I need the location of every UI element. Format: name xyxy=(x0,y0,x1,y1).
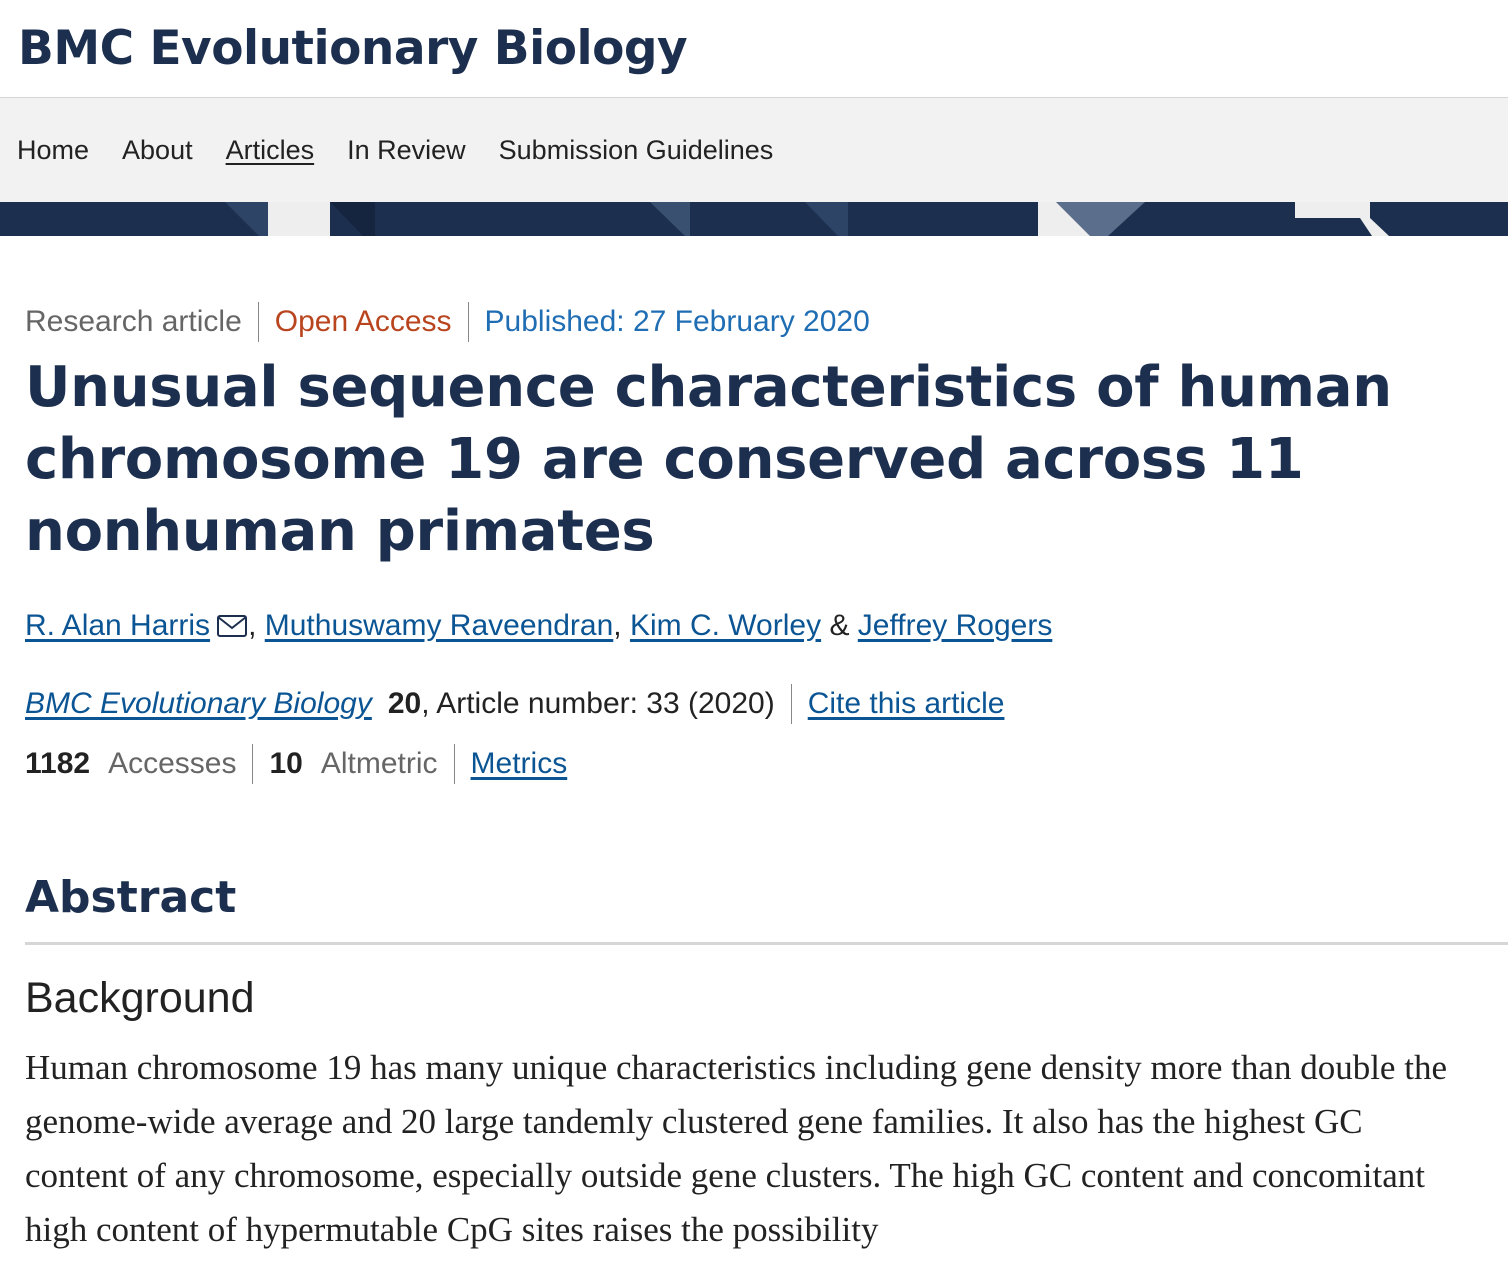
author-separator: , xyxy=(248,609,257,642)
author-link-worley[interactable]: Kim C. Worley xyxy=(629,609,822,642)
decorative-banner xyxy=(0,202,1508,236)
divider xyxy=(252,744,253,784)
citation-volume: 20 xyxy=(387,687,422,720)
nav-item-articles[interactable]: Articles xyxy=(225,134,315,165)
author-link-rogers[interactable]: Jeffrey Rogers xyxy=(857,609,1053,642)
main-nav xyxy=(0,98,1508,202)
author-separator-and: & xyxy=(829,609,850,642)
divider xyxy=(454,744,455,784)
article-title: Unusual sequence characteristics of human chromosome 19 are conserved across 11 nonhuman primates xyxy=(25,355,1392,564)
author-list xyxy=(25,606,1508,646)
citation-article-number: , Article number: 33 (2020) xyxy=(421,687,775,720)
journal-header xyxy=(0,0,1508,98)
altmetric-count: 10 xyxy=(269,747,303,780)
background-paragraph: Human chromosome 19 has many unique characteristics including gene density more than double the genome-wide average and 20 large tandemly clustered gene families. It also has the highest GC content of any chromosome, especially outside gene clusters. The high GC content and concomitant high content of hypermutable CpG sites raises the possibility xyxy=(25,1048,1447,1249)
author-separator: , xyxy=(613,609,622,642)
journal-title-link[interactable]: BMC Evolutionary Biology xyxy=(18,21,688,76)
altmetric-label: Altmetric xyxy=(320,747,438,780)
divider xyxy=(258,302,259,342)
author-link-raveendran[interactable]: Muthuswamy Raveendran xyxy=(264,609,614,642)
citation-info xyxy=(25,684,1508,724)
published-date: Published: 27 February 2020 xyxy=(484,305,870,338)
metrics-info xyxy=(25,744,1508,784)
divider xyxy=(468,302,469,342)
abstract-heading: Abstract xyxy=(25,872,237,923)
nav-item-submission-guidelines[interactable]: Submission Guidelines xyxy=(498,134,774,165)
accesses-count: 1182 xyxy=(25,747,91,780)
mail-icon[interactable] xyxy=(216,612,248,640)
metrics-link[interactable]: Metrics xyxy=(470,747,568,780)
nav-item-home[interactable]: Home xyxy=(17,134,90,165)
abstract-divider xyxy=(25,942,1508,945)
citation-journal-link[interactable]: BMC Evolutionary Biology xyxy=(25,687,372,720)
cite-this-article-link[interactable]: Cite this article xyxy=(807,687,1005,720)
author-link-harris[interactable]: R. Alan Harris xyxy=(25,609,211,642)
article-content xyxy=(0,302,1508,1257)
nav-item-about[interactable]: About xyxy=(122,134,193,165)
nav-item-in-review[interactable]: In Review xyxy=(347,134,466,165)
open-access-badge: Open Access xyxy=(274,305,452,338)
article-type: Research article xyxy=(25,305,242,338)
accesses-label: Accesses xyxy=(108,747,237,780)
divider xyxy=(791,684,792,724)
article-meta xyxy=(25,302,1508,342)
background-heading: Background xyxy=(25,974,255,1022)
